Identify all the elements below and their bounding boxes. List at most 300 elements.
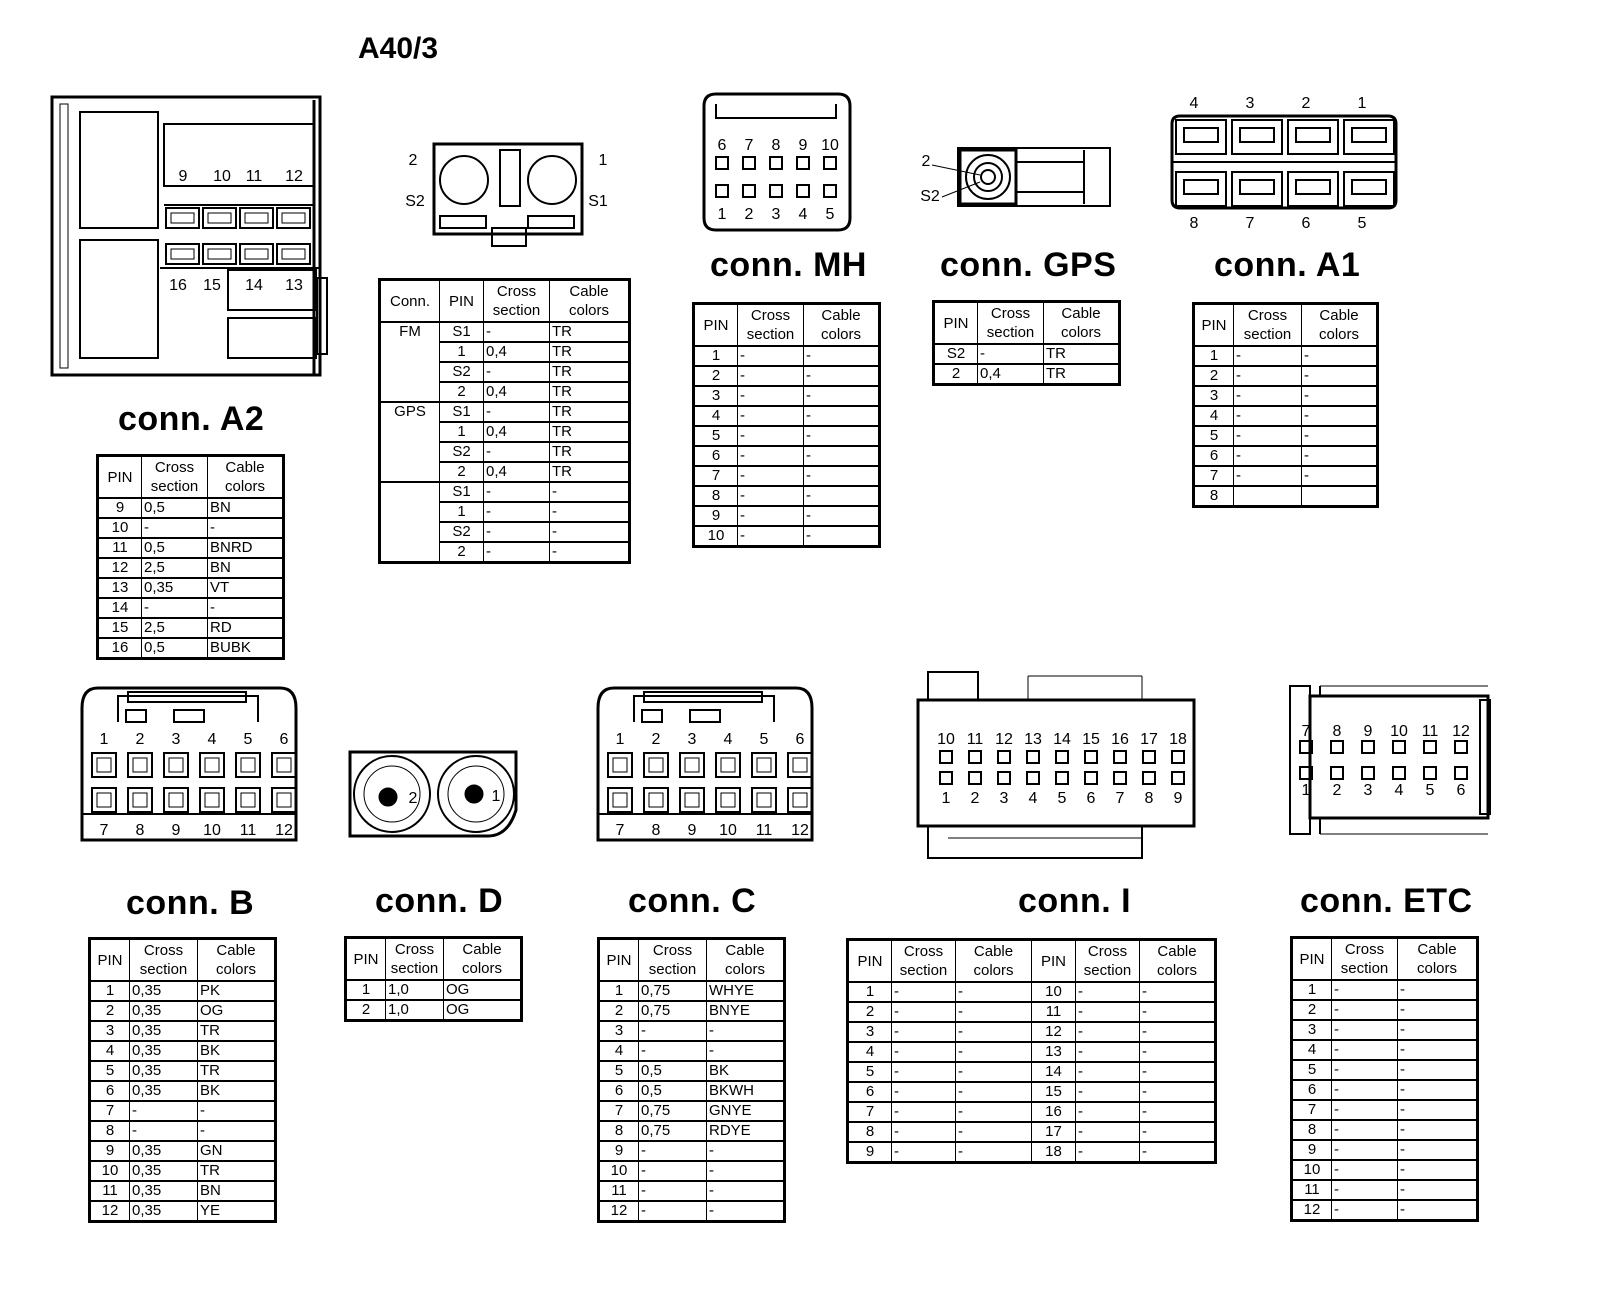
conn-c-terminal [644, 788, 668, 812]
conn-c-terminal [788, 753, 812, 777]
header-cable: Cable colors [550, 280, 630, 323]
value-cell: - [639, 1201, 707, 1222]
antenna-socket-1 [528, 156, 576, 204]
value-cell: 0,4 [484, 462, 550, 482]
conn-mh-pin-label: 3 [771, 206, 781, 223]
conn-d-title: conn. D [375, 882, 504, 920]
value-cell: BN [198, 1181, 276, 1201]
value-cell: - [707, 1161, 785, 1181]
value-cell: TR [550, 422, 630, 442]
pin-table-etc [1290, 936, 1479, 1222]
pin-cell: 5 [1292, 1060, 1332, 1080]
conn-a1-title: conn. A1 [1214, 246, 1361, 284]
conn-b-terminal [92, 753, 116, 777]
table-row [599, 1121, 785, 1141]
value-cell: 1,0 [386, 980, 444, 1000]
value-cell [1302, 486, 1378, 507]
conn-mh-terminal [824, 157, 836, 169]
pin-cell: 2 [440, 462, 484, 482]
header-pin: PIN [848, 940, 892, 983]
conn-a2-pin-label: 13 [285, 277, 303, 294]
table-row [90, 1181, 276, 1201]
conn-c-terminal-inner [721, 758, 735, 772]
antenna-divider [500, 150, 520, 206]
value-cell: - [956, 1042, 1032, 1062]
header-cable: Cable colors [707, 939, 785, 982]
pin-cell: 3 [1292, 1020, 1332, 1040]
value-cell: 0,75 [639, 1001, 707, 1021]
table-row [599, 1001, 785, 1021]
conn-c-terminal [752, 753, 776, 777]
conn-etc-pin-label: 8 [1332, 723, 1342, 740]
pin-cell: 16 [98, 638, 142, 659]
pin-cell: 5 [694, 426, 738, 446]
value-cell: - [484, 522, 550, 542]
conn-c-terminal [716, 753, 740, 777]
pin-cell: 1 [848, 982, 892, 1002]
header-cross: Cross section [1332, 938, 1398, 981]
conn-b-terminal [272, 753, 296, 777]
table-row [98, 558, 284, 578]
conn-mh-pin-label: 5 [825, 206, 835, 223]
conn-etc-pin-label: 12 [1452, 723, 1470, 740]
antenna-socket-2 [440, 156, 488, 204]
value-cell: - [484, 502, 550, 522]
value-cell: - [1398, 1160, 1478, 1180]
conn-i-terminal [1172, 751, 1184, 763]
header-cross: Cross section [738, 304, 804, 347]
value-cell: - [1398, 1000, 1478, 1020]
conn-a2-terminal-slot [208, 213, 231, 223]
header-cable: Cable colors [198, 939, 276, 982]
table-row [599, 1181, 785, 1201]
value-cell: RDYE [707, 1121, 785, 1141]
table-row [1194, 406, 1378, 426]
header-cross: Cross section [484, 280, 550, 323]
conn-b-pin-label: 5 [243, 731, 253, 748]
pin-cell: 10 [1292, 1160, 1332, 1180]
conn-a1-pin-label: 1 [1357, 95, 1367, 112]
value-cell: TR [550, 362, 630, 382]
table-row [1292, 1000, 1478, 1020]
value-cell: - [1140, 1042, 1216, 1062]
conn-etc-pin-label: 10 [1390, 723, 1408, 740]
value-cell: - [978, 344, 1044, 364]
value-cell: GN [198, 1141, 276, 1161]
table-row [1194, 366, 1378, 386]
conn-a2-terminal-slot [282, 249, 305, 259]
conn-etc-terminal [1424, 741, 1436, 753]
pin-cell: 12 [1032, 1022, 1076, 1042]
header-cross: Cross section [142, 456, 208, 499]
value-cell: - [1332, 1040, 1398, 1060]
value-cell: - [1332, 1020, 1398, 1040]
value-cell: - [1302, 406, 1378, 426]
table-row [848, 1022, 1216, 1042]
conn-a2-terminal-large [228, 318, 316, 358]
conn-c-pin-label: 11 [755, 822, 773, 839]
conn-c-terminal [608, 753, 632, 777]
conn-b-terminal-inner [97, 758, 111, 772]
pin-table-d [344, 936, 523, 1022]
conn-etc-terminal [1331, 741, 1343, 753]
pin-cell: 7 [848, 1102, 892, 1122]
value-cell: - [738, 346, 804, 366]
conn-mh-terminal [743, 185, 755, 197]
table-row [1292, 1120, 1478, 1140]
value-cell: - [1398, 1200, 1478, 1221]
conn-a1-pin-label: 4 [1189, 95, 1199, 112]
conn-a1-pin-label: 3 [1245, 95, 1255, 112]
value-cell: - [738, 386, 804, 406]
value-cell: 2,5 [142, 558, 208, 578]
conn-etc-terminal [1362, 741, 1374, 753]
conn-i-terminal [969, 772, 981, 784]
pin-cell: 3 [599, 1021, 639, 1041]
table-row [1292, 980, 1478, 1000]
value-cell: - [1332, 1060, 1398, 1080]
antenna-key [492, 228, 526, 246]
conn-d-pin-label: 1 [491, 788, 501, 805]
conn-etc-pin-label: 9 [1363, 723, 1373, 740]
header-cable: Cable colors [444, 938, 522, 981]
conn-d-contact-1 [465, 785, 483, 803]
pin-cell: 7 [1292, 1100, 1332, 1120]
conn-etc-pin-label: 3 [1363, 782, 1373, 799]
conn-mh-terminal [716, 157, 728, 169]
value-cell [1234, 486, 1302, 507]
antenna-slot [528, 216, 574, 228]
pin-cell: 13 [98, 578, 142, 598]
header-cross: Cross section [1076, 940, 1140, 983]
conn-i-pin-label: 7 [1115, 790, 1125, 807]
value-cell: 0,4 [978, 364, 1044, 385]
value-cell: - [1140, 1142, 1216, 1163]
value-cell: BKWH [707, 1081, 785, 1101]
pin-table-antenna [378, 278, 631, 564]
header-cross: Cross section [130, 939, 198, 982]
table-row [694, 346, 880, 366]
conn-a1-pin-label: 6 [1301, 215, 1311, 232]
table-row [694, 366, 880, 386]
value-cell: - [956, 1082, 1032, 1102]
pin-cell: 11 [90, 1181, 130, 1201]
conn-a2-terminal-slot [171, 249, 194, 259]
value-cell: 1,0 [386, 1000, 444, 1021]
value-cell: - [1398, 1080, 1478, 1100]
conn-i-pin-label: 12 [995, 731, 1013, 748]
conn-b-terminal-inner [169, 793, 183, 807]
conn-mh-terminal [797, 185, 809, 197]
pin-cell: 12 [98, 558, 142, 578]
pin-cell: 9 [90, 1141, 130, 1161]
conn-a2-cavity [80, 112, 158, 228]
table-row [1292, 1020, 1478, 1040]
table-row [1292, 1040, 1478, 1060]
value-cell: TR [1044, 344, 1120, 364]
conn-b-terminal [128, 753, 152, 777]
value-cell: - [484, 402, 550, 422]
conn-c-pin-label: 7 [615, 822, 625, 839]
conn-gps-pin-label: 2 [921, 153, 931, 170]
pin-cell: 3 [1194, 386, 1234, 406]
value-cell: - [550, 502, 630, 522]
conn-b-terminal [164, 753, 188, 777]
table-row [90, 1041, 276, 1061]
value-cell: - [1076, 1102, 1140, 1122]
value-cell: RD [208, 618, 284, 638]
conn-b-terminal [164, 788, 188, 812]
conn-i-pin-label: 14 [1053, 731, 1071, 748]
value-cell: 0,5 [639, 1081, 707, 1101]
conn-a1-terminal-slot [1352, 180, 1386, 194]
value-cell: - [707, 1181, 785, 1201]
value-cell: - [707, 1041, 785, 1061]
pin-cell: 4 [848, 1042, 892, 1062]
pin-cell: 1 [1292, 980, 1332, 1000]
conn-i-terminal [940, 751, 952, 763]
pin-cell: 7 [90, 1101, 130, 1121]
pin-cell: S1 [440, 322, 484, 342]
conn-c-terminal [644, 753, 668, 777]
value-cell: 0,35 [130, 1061, 198, 1081]
value-cell: - [1076, 1142, 1140, 1163]
conn-i-pin-label: 6 [1086, 790, 1096, 807]
conn-gps-socket-mid [974, 163, 1002, 191]
value-cell: 0,5 [639, 1061, 707, 1081]
pin-table-b [88, 937, 277, 1223]
table-row [90, 1021, 276, 1041]
conn-c-terminal-inner [757, 758, 771, 772]
value-cell: - [804, 346, 880, 366]
conn-b-pin-label: 1 [99, 731, 109, 748]
header-pin: PIN [694, 304, 738, 347]
table-row [694, 426, 880, 446]
header-cross: Cross section [1234, 304, 1302, 347]
conn-b-pin-label: 10 [203, 822, 221, 839]
value-cell: - [1302, 366, 1378, 386]
table-row [599, 1201, 785, 1222]
value-cell: - [639, 1141, 707, 1161]
value-cell: - [1076, 1122, 1140, 1142]
table-row [848, 1062, 1216, 1082]
conn-c-terminal [788, 788, 812, 812]
value-cell: - [484, 322, 550, 342]
value-cell: WHYE [707, 981, 785, 1001]
value-cell: - [1140, 1022, 1216, 1042]
header-cable: Cable colors [1302, 304, 1378, 347]
conn-gps-socket-outer [966, 155, 1010, 199]
conn-b-pin-label: 7 [99, 822, 109, 839]
header-pin: PIN [98, 456, 142, 499]
pin-cell: 12 [1292, 1200, 1332, 1221]
conn-etc-pin-label: 2 [1332, 782, 1342, 799]
conn-b-terminal-inner [133, 758, 147, 772]
header-pin: PIN [1194, 304, 1234, 347]
pin-cell: 2 [440, 542, 484, 563]
table-row [599, 1101, 785, 1121]
conn-i-latch [928, 672, 978, 700]
table-row [848, 982, 1216, 1002]
pin-cell: 14 [98, 598, 142, 618]
pin-cell: 15 [98, 618, 142, 638]
value-cell: - [738, 426, 804, 446]
conn-b-key [174, 710, 204, 722]
antenna-pin-label: S2 [405, 193, 425, 210]
conn-i-pin-label: 17 [1140, 731, 1158, 748]
value-cell: 0,5 [142, 498, 208, 518]
value-cell: TR [550, 462, 630, 482]
table-row [599, 1041, 785, 1061]
conn-i-pin-label: 18 [1169, 731, 1187, 748]
value-cell: - [639, 1021, 707, 1041]
conn-c-terminal [608, 788, 632, 812]
conn-a1-pin-label: 2 [1301, 95, 1311, 112]
conn-gps-pin-label: S2 [920, 188, 940, 205]
conn-a2-terminal-slot [282, 213, 305, 223]
pin-cell: 12 [90, 1201, 130, 1222]
conn-c-terminal-inner [685, 793, 699, 807]
value-cell: - [1332, 1200, 1398, 1221]
conn-c-terminal [680, 788, 704, 812]
value-cell: - [484, 442, 550, 462]
value-cell: - [142, 518, 208, 538]
conn-b-pin-label: 6 [279, 731, 289, 748]
pin-cell: 10 [1032, 982, 1076, 1002]
conn-b-pin-label: 4 [207, 731, 217, 748]
conn-mh-terminal [743, 157, 755, 169]
conn-a1-pin-label: 5 [1357, 215, 1367, 232]
conn-mh-terminal [770, 157, 782, 169]
table-row [1292, 1180, 1478, 1200]
conn-etc-pin-label: 6 [1456, 782, 1466, 799]
table-row [90, 1121, 276, 1141]
pin-cell: 8 [1194, 486, 1234, 507]
pin-cell: 2 [934, 364, 978, 385]
value-cell: - [738, 486, 804, 506]
value-cell: 0,75 [639, 1101, 707, 1121]
pin-cell: 2 [599, 1001, 639, 1021]
value-cell: - [639, 1161, 707, 1181]
value-cell: - [1398, 1120, 1478, 1140]
table-row [90, 1161, 276, 1181]
pin-cell: 2 [1194, 366, 1234, 386]
pin-cell: 4 [694, 406, 738, 426]
conn-c-pin-label: 12 [791, 822, 809, 839]
conn-b-terminal-inner [277, 758, 291, 772]
value-cell: - [1234, 346, 1302, 366]
group-name-cell: GPS [380, 402, 440, 482]
conn-b-terminal-inner [169, 758, 183, 772]
value-cell: - [1332, 1100, 1398, 1120]
table-row [1194, 386, 1378, 406]
pin-cell: 10 [90, 1161, 130, 1181]
pin-cell: 7 [1194, 466, 1234, 486]
conn-c-pin-label: 6 [795, 731, 805, 748]
conn-c-pin-label: 3 [687, 731, 697, 748]
conn-i-base [928, 826, 1142, 858]
pin-cell: S2 [934, 344, 978, 364]
conn-i-pin-label: 15 [1082, 731, 1100, 748]
pin-cell: 10 [98, 518, 142, 538]
value-cell: BNRD [208, 538, 284, 558]
conn-b-terminal [236, 753, 260, 777]
drawing-stroke [932, 165, 980, 175]
header-cross: Cross section [639, 939, 707, 982]
value-cell: - [1140, 1122, 1216, 1142]
pin-table-a2 [96, 454, 285, 660]
value-cell: - [1398, 1180, 1478, 1200]
table-row [848, 1082, 1216, 1102]
value-cell: BN [208, 498, 284, 518]
header-pin: PIN [346, 938, 386, 981]
header-pin: PIN [599, 939, 639, 982]
pin-cell: 1 [694, 346, 738, 366]
pin-cell: 2 [694, 366, 738, 386]
value-cell: - [1076, 982, 1140, 1002]
pin-cell: 10 [694, 526, 738, 547]
value-cell: - [1234, 386, 1302, 406]
pin-cell: 7 [694, 466, 738, 486]
pin-cell: 6 [599, 1081, 639, 1101]
conn-a2-pin-label: 12 [285, 168, 303, 185]
pin-cell: 8 [90, 1121, 130, 1141]
value-cell: - [484, 482, 550, 502]
table-row [1194, 426, 1378, 446]
conn-mh-pin-label: 9 [798, 137, 808, 154]
conn-i-terminal [1056, 751, 1068, 763]
conn-b-title: conn. B [126, 884, 255, 922]
header-pin: PIN [934, 302, 978, 345]
value-cell: - [956, 1122, 1032, 1142]
value-cell: TR [550, 382, 630, 402]
value-cell: BK [198, 1081, 276, 1101]
antenna-slot [440, 216, 486, 228]
pin-cell: 1 [440, 422, 484, 442]
value-cell: - [130, 1101, 198, 1121]
conn-i-pin-label: 11 [966, 731, 984, 748]
table-row [98, 598, 284, 618]
value-cell: - [892, 1022, 956, 1042]
pin-cell: 1 [90, 981, 130, 1001]
pin-cell: 8 [599, 1121, 639, 1141]
conn-etc-terminal [1362, 767, 1374, 779]
conn-c-terminal-inner [721, 793, 735, 807]
conn-i-terminal [1143, 772, 1155, 784]
pin-cell: 2 [90, 1001, 130, 1021]
value-cell: - [956, 1102, 1032, 1122]
value-cell: - [804, 366, 880, 386]
pin-cell: 6 [1292, 1080, 1332, 1100]
conn-i-terminal [1143, 751, 1155, 763]
pin-cell: S2 [440, 522, 484, 542]
value-cell: - [892, 1122, 956, 1142]
pin-cell: 7 [599, 1101, 639, 1121]
header-cable: Cable colors [956, 940, 1032, 983]
value-cell: - [1076, 1082, 1140, 1102]
table-row [694, 406, 880, 426]
conn-mh-title: conn. MH [710, 246, 867, 284]
pin-cell: 5 [599, 1061, 639, 1081]
value-cell: 0,5 [142, 638, 208, 659]
value-cell: - [956, 1062, 1032, 1082]
value-cell: BUBK [208, 638, 284, 659]
conn-i-terminal [940, 772, 952, 784]
conn-i-terminal [1172, 772, 1184, 784]
value-cell: - [208, 598, 284, 618]
value-cell: - [639, 1181, 707, 1201]
conn-a2-terminal-slot [245, 249, 268, 259]
